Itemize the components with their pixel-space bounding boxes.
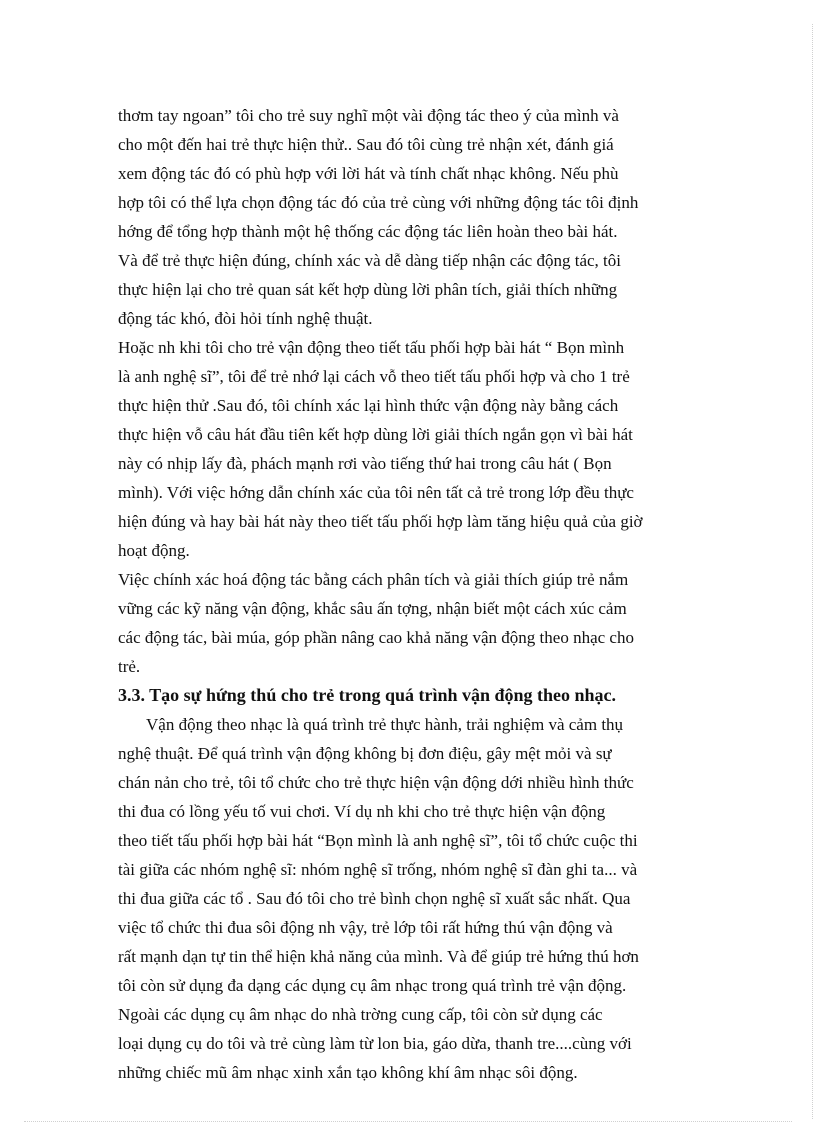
text-line: vững các kỹ năng vận động, khắc sâu ấn tợng, nhận biết một cách xúc cảm bbox=[118, 599, 627, 618]
text-line: tài giữa các nhóm nghệ sĩ: nhóm nghệ sĩ trống, nhóm nghệ sĩ đàn ghi ta... và bbox=[118, 860, 638, 879]
text-line: chán nản cho trẻ, tôi tổ chức cho trẻ thực hiện vận động dới nhiều hình thức bbox=[118, 773, 634, 792]
text-line: Và để trẻ thực hiện đúng, chính xác và dễ dàng tiếp nhận các động tác, tôi bbox=[118, 251, 621, 270]
text-line: Việc chính xác hoá động tác bằng cách phân tích và giải thích giúp trẻ nắm bbox=[118, 570, 629, 589]
document-body bbox=[118, 101, 698, 1087]
text-line: mình). Với việc hớng dẫn chính xác của tôi nên tất cả trẻ trong lớp đều thực bbox=[118, 483, 634, 502]
text-line: là anh nghệ sĩ”, tôi để trẻ nhớ lại cách vỗ theo tiết tấu phối hợp và cho 1 trẻ bbox=[118, 367, 630, 386]
page-right-border bbox=[812, 24, 813, 1119]
section-heading: 3.3. Tạo sự hứng thú cho trẻ trong quá trình vận động theo nhạc. bbox=[118, 685, 617, 705]
text-line: hoạt động. bbox=[118, 541, 190, 560]
text-line: việc tổ chức thi đua sôi động nh vậy, trẻ lớp tôi rất hứng thú vận động và bbox=[118, 918, 613, 937]
text-line: thi đua giữa các tổ . Sau đó tôi cho trẻ bình chọn nghệ sĩ xuất sắc nhất. Qua bbox=[118, 889, 631, 908]
page-bottom-border bbox=[24, 1121, 792, 1122]
text-line: tôi còn sử dụng đa dạng các dụng cụ âm nhạc trong quá trình trẻ vận động. bbox=[118, 976, 627, 995]
text-line: thực hiện vỗ câu hát đầu tiên kết hợp dùng lời giải thích ngắn gọn vì bài hát bbox=[118, 425, 633, 444]
text-line: những chiếc mũ âm nhạc xinh xắn tạo không khí âm nhạc sôi động. bbox=[118, 1063, 578, 1082]
text-line: thơm tay ngoan” tôi cho trẻ suy nghĩ một vài động tác theo ý của mình và bbox=[118, 106, 619, 125]
text-line: theo tiết tấu phối hợp bài hát “Bọn mình là anh nghệ sĩ”, tôi tổ chức cuộc thi bbox=[118, 831, 638, 850]
text-line: Ngoài các dụng cụ âm nhạc do nhà trờng cung cấp, tôi còn sử dụng các bbox=[118, 1005, 603, 1024]
text-line: này có nhịp lấy đà, phách mạnh rơi vào tiếng thứ hai trong câu hát ( Bọn bbox=[118, 454, 612, 473]
text-line: hớng để tổng hợp thành một hệ thống các động tác liên hoàn theo bài hát. bbox=[118, 222, 618, 241]
text-line: các động tác, bài múa, góp phần nâng cao khả năng vận động theo nhạc cho bbox=[118, 628, 634, 647]
text-line: động tác khó, đòi hỏi tính nghệ thuật. bbox=[118, 309, 373, 328]
text-line: cho một đến hai trẻ thực hiện thử.. Sau đó tôi cùng trẻ nhận xét, đánh giá bbox=[118, 135, 614, 154]
text-line: hợp tôi có thể lựa chọn động tác đó của trẻ cùng với những động tác tôi định bbox=[118, 193, 639, 212]
text-line: thi đua có lồng yếu tố vui chơi. Ví dụ nh khi cho trẻ thực hiện vận động bbox=[118, 802, 606, 821]
text-line: thực hiện lại cho trẻ quan sát kết hợp dùng lời phân tích, giải thích những bbox=[118, 280, 618, 299]
text-line: rất mạnh dạn tự tin thể hiện khả năng của mình. Và để giúp trẻ hứng thú hơn bbox=[118, 947, 639, 966]
text-line: xem động tác đó có phù hợp với lời hát và tính chất nhạc không. Nếu phù bbox=[118, 164, 619, 183]
text-line: Vận động theo nhạc là quá trình trẻ thực hành, trải nghiệm và cảm thụ bbox=[146, 715, 624, 734]
text-line: hiện đúng và hay bài hát này theo tiết tấu phối hợp làm tăng hiệu quả của giờ bbox=[118, 512, 643, 531]
text-line: nghệ thuật. Để quá trình vận động không bị đơn điệu, gây mệt mỏi và sự bbox=[118, 744, 612, 763]
text-line: trẻ. bbox=[118, 657, 141, 676]
text-line: loại dụng cụ do tôi và trẻ cùng làm từ lon bia, gáo dừa, thanh tre....cùng với bbox=[118, 1034, 632, 1053]
text-line: Hoặc nh khi tôi cho trẻ vận động theo tiết tấu phối hợp bài hát “ Bọn mình bbox=[118, 338, 625, 357]
text-line: thực hiện thử .Sau đó, tôi chính xác lại hình thức vận động này bằng cách bbox=[118, 396, 619, 415]
